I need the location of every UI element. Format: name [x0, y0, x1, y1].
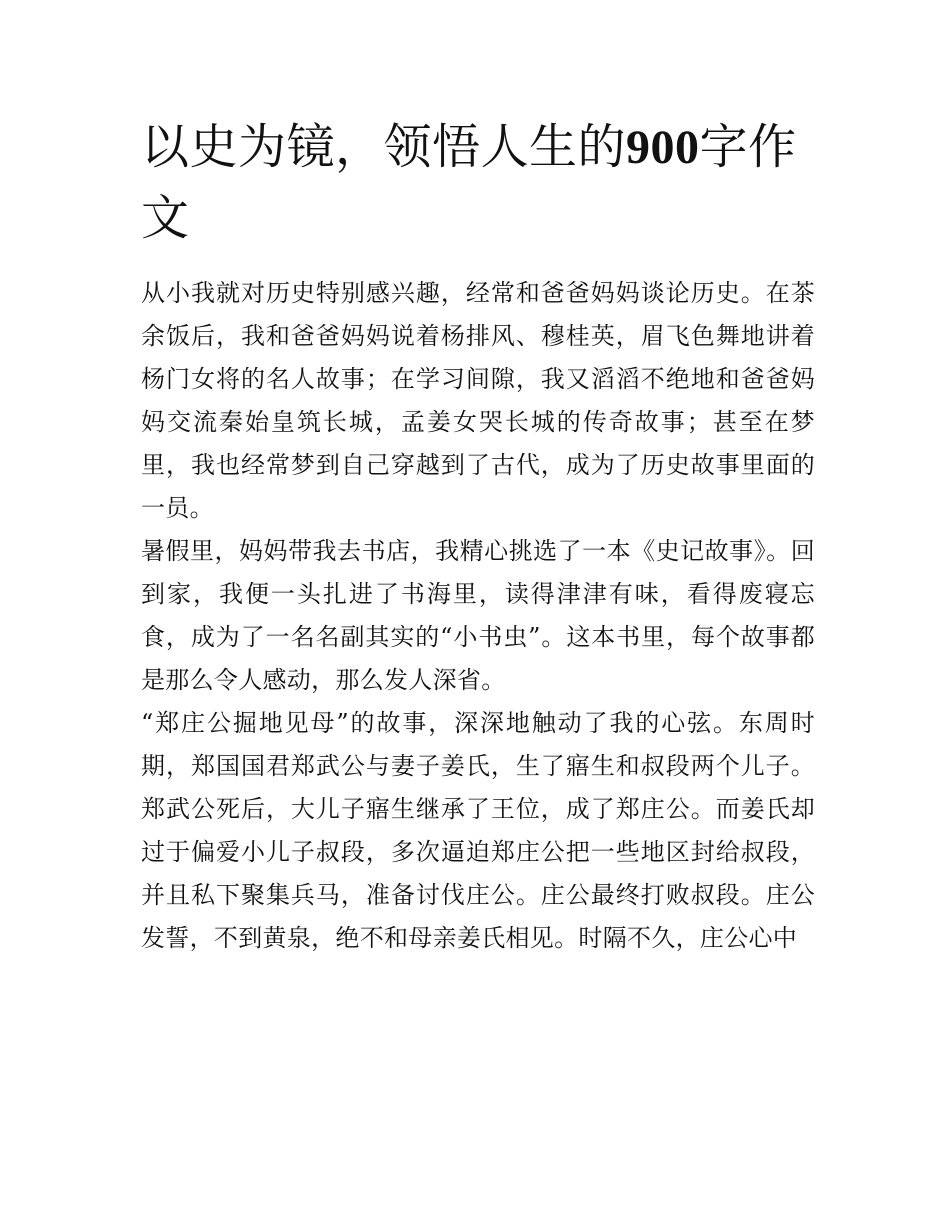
paragraph-1: 从小我就对历史特别感兴趣，经常和爸爸妈妈谈论历史。在茶余饭后，我和爸爸妈妈说着杨排风、穆桂英，眉飞色舞地讲着杨门女将的名人故事；在学习间隙，我又滔滔不绝地和爸爸妈妈交流秦始皇筑长城，孟姜女哭长城的传奇故事；甚至在梦里，我也经常梦到自己穿越到了古代，成为了历史故事里面的一员。 [141, 279, 815, 522]
paragraph-2: 暑假里，妈妈带我去书店，我精心挑选了一本《史记故事》。回到家，我便一头扎进了书海里，读得津津有味，看得废寝忘食，成为了一名名副其实的“小书虫”。这本书里，每个故事都是那么令人感动，那么发人深省。 [141, 537, 815, 694]
title-number: 900 [626, 121, 700, 174]
title-text-pre: 以史为镜，领悟人生的 [141, 119, 627, 175]
document-page [141, 112, 815, 960]
paragraph-3: “郑庄公掘地见母”的故事，深深地触动了我的心弦。东周时期，郑国国君郑武公与妻子姜氏，生了寤生和叔段两个儿子。郑武公死后，大儿子寤生继承了王位，成了郑庄公。而姜氏却过于偏爱小儿子叔段，多次逼迫郑庄公把一些地区封给叔段，并且私下聚集兵马，准备讨伐庄公。庄公最终打败叔段。庄公发誓，不到黄泉，绝不和母亲姜氏相见。时隔不久，庄公心中 [141, 709, 815, 952]
title-text-post: 字作文 [141, 119, 797, 246]
document-title [141, 112, 815, 253]
